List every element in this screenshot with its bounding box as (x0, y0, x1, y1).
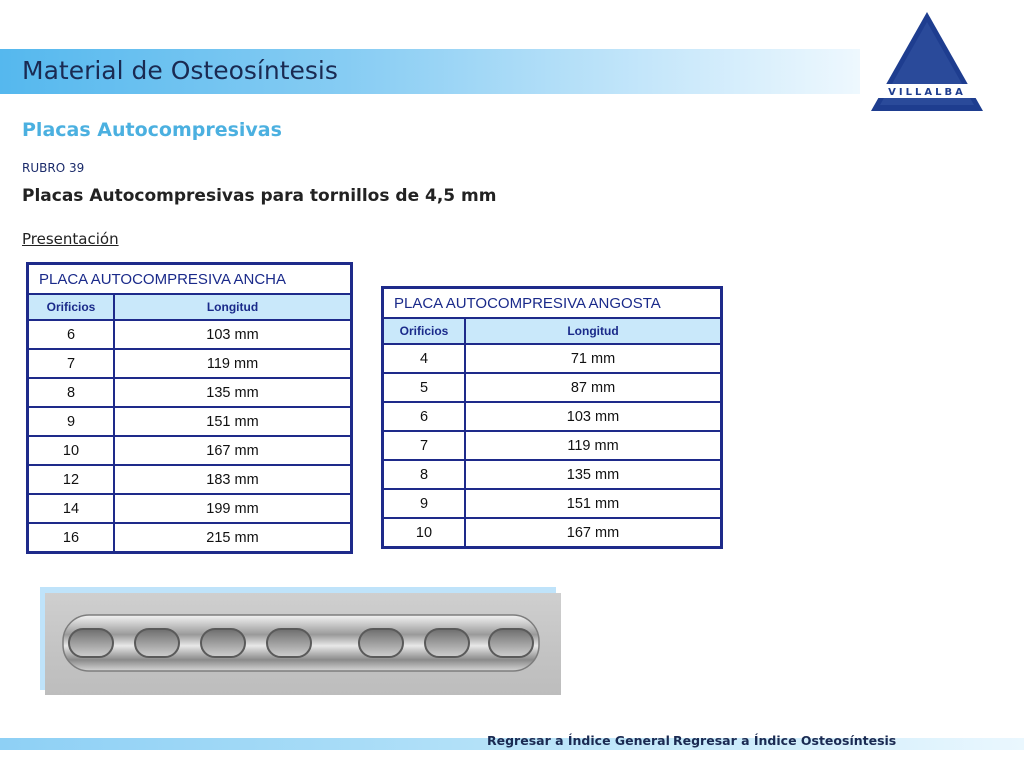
cell-orificios: 9 (28, 407, 115, 436)
cell-orificios: 14 (28, 494, 115, 523)
table-title: PLACA AUTOCOMPRESIVA ANCHA (28, 264, 352, 295)
cell-longitud: 135 mm (114, 378, 352, 407)
cell-longitud: 135 mm (465, 460, 722, 489)
table-row (383, 431, 722, 460)
cell-longitud: 215 mm (114, 523, 352, 553)
rubro-label: RUBRO 39 (22, 161, 85, 175)
table-row (28, 320, 352, 349)
cell-orificios: 10 (383, 518, 466, 548)
table-row (383, 518, 722, 548)
page-title: Material de Osteosíntesis (22, 56, 338, 85)
cell-orificios: 6 (383, 402, 466, 431)
table-title: PLACA AUTOCOMPRESIVA ANGOSTA (383, 288, 722, 319)
subtitle: Placas Autocompresivas (22, 119, 282, 141)
table-row (383, 402, 722, 431)
table-placa-ancha (26, 262, 353, 554)
cell-longitud: 167 mm (465, 518, 722, 548)
regresar-indice-general-link[interactable]: Regresar a Índice General (487, 733, 670, 748)
table-row (28, 378, 352, 407)
cell-orificios: 8 (383, 460, 466, 489)
presentacion-label: Presentación (22, 230, 119, 248)
table-body (28, 320, 352, 553)
cell-longitud: 119 mm (465, 431, 722, 460)
section-heading: Placas Autocompresivas para tornillos de 4,5 mm (22, 186, 497, 206)
cell-longitud: 151 mm (114, 407, 352, 436)
column-header-longitud: Longitud (465, 318, 722, 344)
table-row (383, 373, 722, 402)
table-row (28, 494, 352, 523)
table-placa-angosta (381, 286, 723, 549)
cell-orificios: 5 (383, 373, 466, 402)
cell-orificios: 7 (28, 349, 115, 378)
cell-longitud: 183 mm (114, 465, 352, 494)
table-row (28, 407, 352, 436)
villalba-logo (870, 10, 984, 112)
cell-orificios: 7 (383, 431, 466, 460)
bone-plate-photo (45, 593, 561, 695)
cell-longitud: 167 mm (114, 436, 352, 465)
cell-longitud: 119 mm (114, 349, 352, 378)
table-row (383, 460, 722, 489)
cell-longitud: 199 mm (114, 494, 352, 523)
regresar-indice-osteosintesis-link[interactable]: Regresar a Índice Osteosíntesis (673, 733, 897, 748)
cell-orificios: 8 (28, 378, 115, 407)
table-row (28, 436, 352, 465)
cell-longitud: 71 mm (465, 344, 722, 373)
logo-text: VILLALBA (888, 87, 966, 98)
column-header-orificios: Orificios (383, 318, 466, 344)
cell-orificios: 16 (28, 523, 115, 553)
cell-orificios: 12 (28, 465, 115, 494)
cell-longitud: 103 mm (465, 402, 722, 431)
table-row (383, 489, 722, 518)
table-body (383, 344, 722, 548)
cell-orificios: 9 (383, 489, 466, 518)
cell-orificios: 10 (28, 436, 115, 465)
table-row (28, 349, 352, 378)
column-header-orificios: Orificios (28, 294, 115, 320)
cell-orificios: 4 (383, 344, 466, 373)
table-row (28, 523, 352, 553)
cell-longitud: 103 mm (114, 320, 352, 349)
table-row (383, 344, 722, 373)
cell-longitud: 87 mm (465, 373, 722, 402)
cell-longitud: 151 mm (465, 489, 722, 518)
column-header-longitud: Longitud (114, 294, 352, 320)
table-row (28, 465, 352, 494)
cell-orificios: 6 (28, 320, 115, 349)
